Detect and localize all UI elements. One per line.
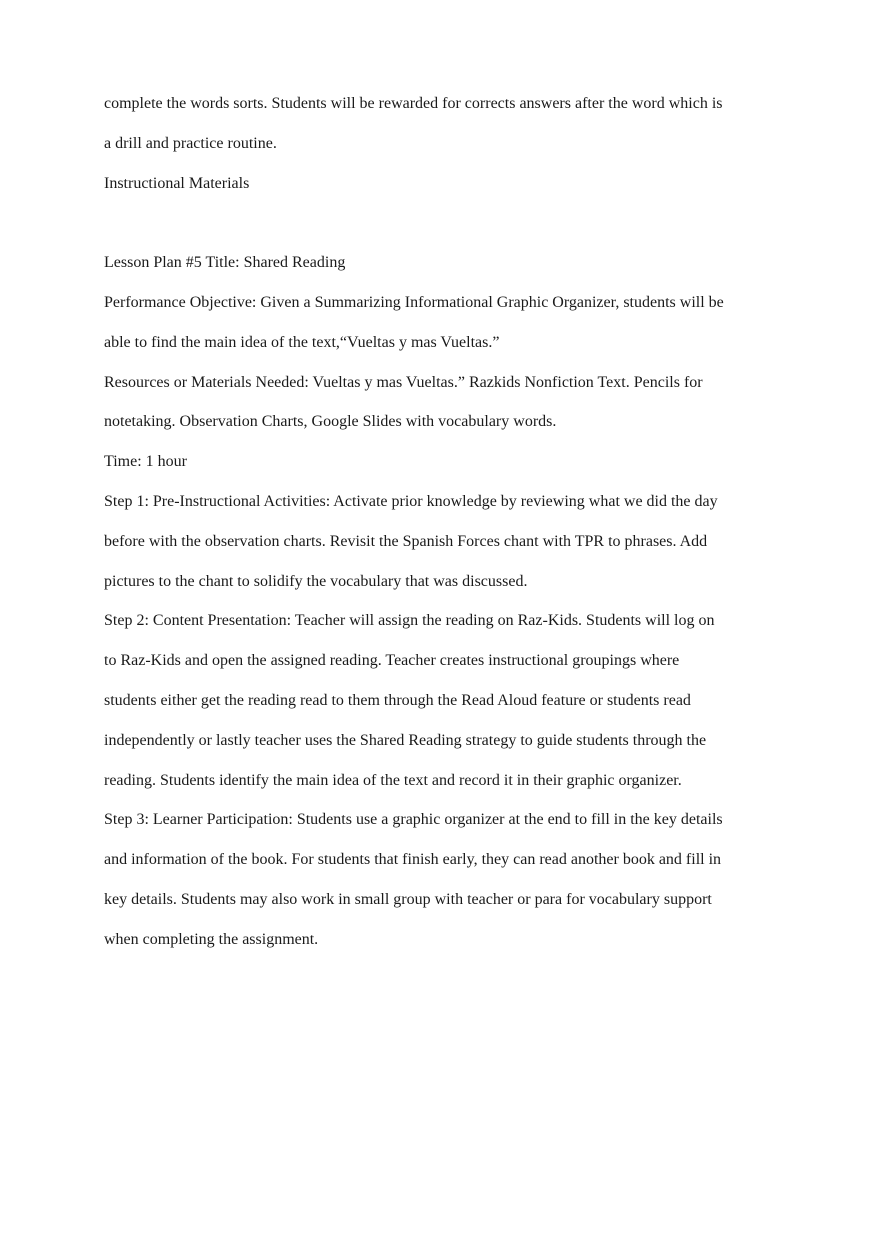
step-1-line: pictures to the chant to solidify the vocabulary that was discussed. [104,572,528,590]
step-2-line: independently or lastly teacher uses the Shared Reading strategy to guide students through the [104,731,707,749]
lesson-plan-title: Lesson Plan #5 Title: Shared Reading [104,254,346,272]
step-2-line: to Raz-Kids and open the assigned reading. Teacher creates instructional groupings where [104,652,680,670]
step-2-line: Step 2: Content Presentation: Teacher will assign the reading on Raz-Kids. Students will log on [104,612,715,630]
step-2-line: reading. Students identify the main idea of the text and record it in their graphic organizer. [104,771,682,789]
section-heading-instructional-materials: Instructional Materials [104,174,250,192]
resources-line: notetaking. Observation Charts, Google Slides with vocabulary words. [104,413,557,431]
blank-line [104,203,784,243]
step-3-line: Step 3: Learner Participation: Students use a graphic organizer at the end to fill in the key details [104,811,723,829]
resources-line: Resources or Materials Needed: Vueltas y mas Vueltas.” Razkids Nonfiction Text. Pencils for [104,373,703,391]
step-3-line: key details. Students may also work in small group with teacher or para for vocabulary support [104,890,712,908]
time-line: Time: 1 hour [104,453,187,471]
step-3-line: when completing the assignment. [104,930,319,948]
step-1-line: before with the observation charts. Revisit the Spanish Forces chant with TPR to phrases. Add [104,532,708,550]
step-3-line: and information of the book. For students that finish early, they can read another book and fill in [104,851,722,869]
document-body [104,84,784,960]
step-2-line: students either get the reading read to them through the Read Aloud feature or students read [104,691,691,709]
performance-objective-line: Performance Objective: Given a Summarizing Informational Graphic Organizer, students will be [104,293,724,311]
step-1-line: Step 1: Pre-Instructional Activities: Activate prior knowledge by reviewing what we did the day [104,492,718,510]
performance-objective-line: able to find the main idea of the text,“Vueltas y mas Vueltas.” [104,333,500,351]
text-line-continuation: a drill and practice routine. [104,134,277,152]
text-line-continuation: complete the words sorts. Students will be rewarded for corrects answers after the word which is [104,95,723,112]
